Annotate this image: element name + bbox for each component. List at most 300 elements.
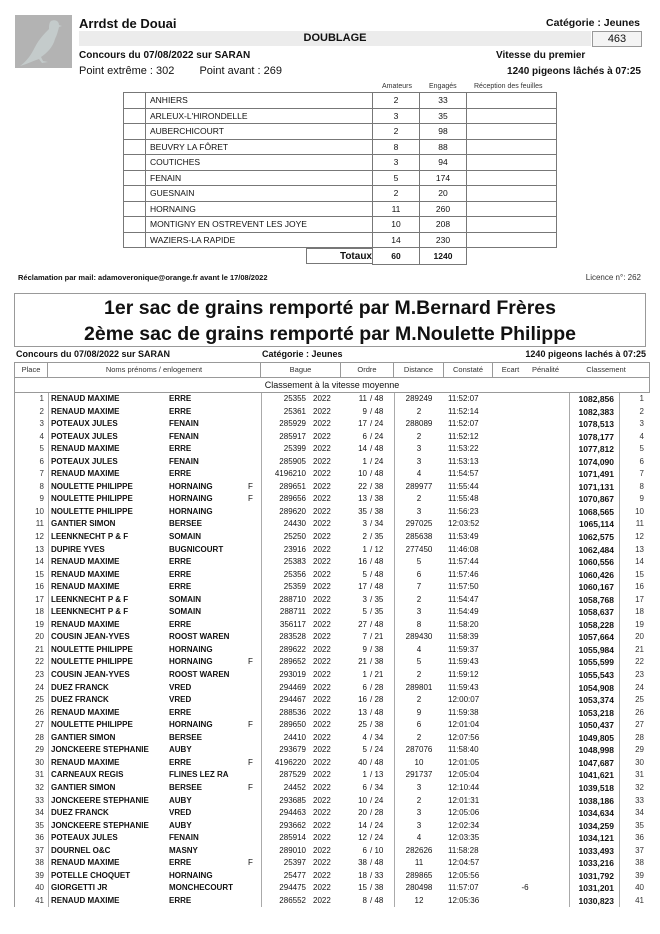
order: 10 [358, 469, 367, 479]
speed-ranking: 1041,621 [578, 770, 614, 781]
results-category: Catégorie : Jeunes [262, 349, 343, 359]
society-amateurs: 2 [373, 124, 420, 140]
ring-number: 25250 [283, 532, 306, 542]
distance: 2 [416, 494, 422, 504]
order-total: / 48 [370, 582, 384, 592]
ring-number: 25477 [283, 870, 306, 880]
clocked-time: 11:58:28 [448, 845, 479, 855]
result-row [15, 443, 650, 456]
ring-number: 24410 [283, 732, 306, 742]
clocked-time: 12:01:04 [448, 720, 480, 730]
concours-info: Concours du 07/08/2022 sur SARAN [79, 50, 251, 61]
order-total: / 48 [370, 619, 384, 629]
fancier-name: NOULETTE PHILIPPE [51, 481, 133, 491]
ring-number: 289010 [279, 845, 306, 855]
distance: 289977 [405, 481, 433, 491]
fancier-name: COUSIN JEAN-YVES [51, 632, 130, 642]
rank: 37 [635, 845, 644, 855]
order: 6 [362, 845, 367, 855]
ring-year: 2022 [313, 506, 331, 516]
loft-location: FENAIN [169, 419, 199, 429]
society-name: FENAIN [146, 170, 373, 186]
ring-year: 2022 [313, 895, 331, 905]
clocked-time: 11:59:12 [448, 670, 479, 680]
loft-location: FLINES LEZ RA [169, 770, 229, 780]
clocked-time: 11:57:50 [448, 582, 479, 592]
distance: 289865 [405, 870, 433, 880]
ring-year: 2022 [313, 820, 331, 830]
society-amateurs: 3 [373, 155, 420, 171]
ring-year: 2022 [313, 532, 331, 542]
place: 3 [39, 419, 44, 429]
rank: 32 [635, 782, 644, 792]
loft-location: HORNAING [169, 481, 213, 491]
speed-ranking: 1055,984 [578, 644, 614, 655]
order-total: / 33 [370, 870, 384, 880]
society-reception [467, 139, 557, 155]
society-amateurs: 5 [373, 170, 420, 186]
loft-location: HORNAING [169, 720, 213, 730]
fancier-name: NOULETTE PHILIPPE [51, 657, 133, 667]
ring-year: 2022 [313, 707, 331, 717]
distance: 282626 [405, 845, 433, 855]
result-row [15, 719, 650, 732]
loft-location: HORNAING [169, 870, 213, 880]
distance: 3 [416, 456, 422, 466]
society-reception [467, 170, 557, 186]
loft-location: ERRE [169, 406, 192, 416]
order: 5 [362, 745, 367, 755]
result-row [15, 456, 650, 469]
ring-number: 356117 [279, 619, 306, 629]
clocked-time: 12:05:56 [448, 870, 480, 880]
society-row [124, 93, 557, 109]
clocked-time: 11:56:23 [448, 506, 479, 516]
rank: 25 [635, 695, 644, 705]
result-row [15, 757, 650, 770]
society-row [124, 186, 557, 202]
society-reception [467, 217, 557, 233]
result-row [15, 418, 650, 431]
ring-year: 2022 [313, 720, 331, 730]
result-row [15, 656, 650, 669]
female-flag: F [248, 494, 253, 504]
place: 2 [39, 406, 44, 416]
speed-ranking: 1065,114 [579, 519, 614, 530]
fancier-name: COUSIN JEAN-YVES [51, 670, 130, 680]
order-total: / 24 [370, 419, 384, 429]
order: 9 [362, 644, 367, 654]
loft-location: HORNAING [169, 506, 213, 516]
distance: 11 [414, 858, 424, 868]
loft-location: HORNAING [169, 657, 213, 667]
loft-location: ERRE [169, 444, 192, 454]
order: 14 [358, 820, 367, 830]
result-row [15, 669, 650, 682]
speed-ranking: 1033,493 [578, 845, 614, 856]
order: 9 [362, 406, 367, 416]
place: 16 [35, 582, 44, 592]
ring-number: 293685 [279, 795, 306, 805]
order: 6 [362, 782, 367, 792]
rank: 6 [639, 456, 644, 466]
loft-location: ERRE [169, 757, 192, 767]
clocked-time: 11:52:07 [448, 394, 479, 403]
fancier-name: LEENKNECHT P & F [51, 532, 129, 542]
fancier-name: RENAUD MAXIME [51, 858, 120, 868]
col-distance: Distance [394, 363, 444, 377]
rank: 12 [635, 532, 644, 542]
order: 4 [362, 732, 367, 742]
fancier-name: CARNEAUX REGIS [51, 770, 124, 780]
ring-number: 25383 [283, 557, 306, 567]
ring-number: 283528 [279, 632, 306, 642]
order-total: / 28 [370, 808, 384, 818]
ring-number: 289651 [279, 481, 306, 491]
rank: 11 [635, 519, 644, 529]
order-total: / 24 [370, 820, 384, 830]
society-name: COUTICHES [146, 155, 373, 171]
result-row [15, 406, 650, 419]
fancier-name: DUEZ FRANCK [51, 682, 109, 692]
distance: 3 [416, 444, 422, 454]
loft-location: MONCHECOURT [169, 883, 233, 893]
ring-number: 289650 [279, 720, 306, 730]
distance: 2 [416, 732, 422, 742]
fancier-name: RENAUD MAXIME [51, 582, 120, 592]
place: 10 [35, 506, 44, 516]
clocked-time: 11:59:43 [448, 657, 479, 667]
col-constate: Constaté [444, 363, 493, 377]
result-row [15, 544, 650, 557]
society-engages: 98 [420, 124, 467, 140]
place: 4 [39, 431, 44, 441]
ring-number: 24430 [283, 519, 306, 529]
col-ecart: Ecart [501, 365, 520, 374]
order: 16 [358, 695, 367, 705]
order: 8 [362, 895, 367, 905]
clocked-time: 11:53:13 [448, 456, 479, 466]
totals-amateurs: 60 [373, 248, 420, 265]
society-engages: 20 [420, 186, 467, 202]
place: 28 [35, 732, 44, 742]
totals-row [124, 248, 557, 265]
order-total: / 24 [370, 456, 384, 466]
row-marker [124, 139, 146, 155]
order: 35 [358, 506, 367, 516]
place: 13 [35, 544, 44, 554]
result-row [15, 644, 650, 657]
loft-location: MASNY [169, 845, 198, 855]
rank: 36 [635, 833, 644, 843]
distance: 2 [416, 431, 422, 441]
fancier-name: RENAUD MAXIME [51, 469, 120, 479]
clocked-time: 12:02:34 [448, 820, 480, 830]
speed-ranking: 1058,228 [578, 619, 614, 630]
society-amateurs: 11 [373, 201, 420, 217]
order: 2 [362, 532, 367, 542]
rank: 10 [635, 506, 644, 516]
place: 34 [35, 808, 44, 818]
result-row [15, 845, 650, 858]
ring-number: 4196220 [274, 757, 306, 767]
society-row [124, 170, 557, 186]
fancier-name: NOULETTE PHILIPPE [51, 720, 133, 730]
ring-year: 2022 [313, 582, 331, 592]
result-row [15, 895, 650, 908]
result-row [15, 606, 650, 619]
society-name: AUBERCHICOURT [146, 124, 373, 140]
female-flag: F [248, 481, 253, 491]
speed-ranking: 1071,491 [578, 469, 614, 480]
speed-ranking: 1071,131 [578, 481, 614, 492]
order-total: / 24 [370, 431, 384, 441]
speed-ranking: 1062,484 [578, 544, 614, 555]
col-penalite: Pénalité [531, 365, 560, 374]
loft-location: ERRE [169, 582, 192, 592]
clocked-time: 12:00:07 [448, 695, 480, 705]
place: 1 [39, 394, 44, 403]
order: 25 [358, 720, 367, 730]
ring-number: 25355 [283, 394, 306, 403]
row-marker [124, 217, 146, 233]
clocked-time: 11:54:49 [448, 607, 479, 617]
order: 13 [358, 494, 367, 504]
ring-year: 2022 [313, 858, 331, 868]
order-total: / 34 [370, 519, 384, 529]
result-row [15, 795, 650, 808]
loft-location: FENAIN [169, 833, 199, 843]
competition-number: 463 [592, 31, 642, 47]
society-engages: 35 [420, 108, 467, 124]
row-marker [124, 170, 146, 186]
loft-location: VRED [169, 808, 192, 818]
fancier-name: LEENKNECHT P & F [51, 607, 129, 617]
order: 1 [362, 670, 367, 680]
result-row [15, 531, 650, 544]
distance: 3 [416, 808, 422, 818]
order-total: / 13 [370, 770, 384, 780]
rank: 30 [635, 757, 644, 767]
fancier-name: RENAUD MAXIME [51, 707, 120, 717]
place: 38 [35, 858, 44, 868]
result-row [15, 769, 650, 782]
ring-number: 285914 [279, 833, 306, 843]
pigeon-logo [15, 15, 72, 68]
order: 6 [362, 431, 367, 441]
order-total: / 38 [370, 644, 384, 654]
clocked-time: 11:55:44 [448, 481, 479, 491]
rank: 38 [635, 858, 644, 868]
order: 12 [358, 833, 367, 843]
order-total: / 24 [370, 833, 384, 843]
speed-ranking: 1082,383 [578, 406, 614, 417]
place: 20 [35, 632, 44, 642]
rank: 8 [639, 481, 644, 491]
place: 15 [35, 569, 44, 579]
speed-ranking: 1034,259 [578, 820, 614, 831]
order-total: / 38 [370, 506, 384, 516]
loft-location: ROOST WAREN [169, 632, 230, 642]
fancier-name: RENAUD MAXIME [51, 557, 120, 567]
order: 17 [358, 419, 367, 429]
society-reception [467, 201, 557, 217]
ring-year: 2022 [313, 619, 331, 629]
ring-year: 2022 [313, 670, 331, 680]
fancier-name: RENAUD MAXIME [51, 569, 120, 579]
row-marker [124, 93, 146, 109]
fancier-name: DUEZ FRANCK [51, 808, 109, 818]
society-engages: 94 [420, 155, 467, 171]
society-name: HORNAING [146, 201, 373, 217]
result-row [15, 882, 650, 895]
place: 26 [35, 707, 44, 717]
distance: 288089 [405, 419, 433, 429]
speed-ranking: 1034,121 [578, 833, 614, 844]
ring-year: 2022 [313, 883, 331, 893]
ring-year: 2022 [313, 870, 331, 880]
ring-year: 2022 [313, 607, 331, 617]
ring-year: 2022 [313, 419, 331, 429]
rank: 35 [635, 820, 644, 830]
female-flag: F [248, 782, 253, 792]
order-total: / 35 [370, 532, 384, 542]
clocked-time: 12:05:06 [448, 808, 480, 818]
loft-location: ERRE [169, 569, 192, 579]
clocked-time: 12:05:04 [448, 770, 480, 780]
place: 41 [35, 895, 44, 905]
loft-location: ERRE [169, 619, 192, 629]
place: 7 [39, 469, 44, 479]
col-classement: Classement [586, 365, 626, 374]
order-total: / 21 [370, 670, 384, 680]
fancier-name: NOULETTE PHILIPPE [51, 494, 133, 504]
fancier-name: JONCKEERE STEPHANIE [51, 745, 149, 755]
loft-location: SOMAIN [169, 594, 201, 604]
place: 32 [35, 782, 44, 792]
order-total: / 38 [370, 481, 384, 491]
distance: 285638 [405, 532, 433, 542]
ring-year: 2022 [313, 431, 331, 441]
fancier-name: GANTIER SIMON [51, 732, 116, 742]
ring-year: 2022 [313, 757, 331, 767]
ring-number: 288710 [279, 594, 306, 604]
fancier-name: GIORGETTI JR [51, 883, 108, 893]
rank: 29 [635, 745, 644, 755]
results-rows [14, 393, 650, 907]
fancier-name: RENAUD MAXIME [51, 444, 120, 454]
distance: 2 [416, 406, 422, 416]
order-total: / 24 [370, 745, 384, 755]
result-row [15, 569, 650, 582]
loft-location: ERRE [169, 707, 192, 717]
result-row [15, 732, 650, 745]
female-flag: F [248, 657, 253, 667]
ring-year: 2022 [313, 406, 331, 416]
rank: 2 [639, 406, 644, 416]
results-release: 1240 pigeons lachés à 07:25 [525, 349, 646, 359]
order: 13 [358, 707, 367, 717]
rank: 22 [635, 657, 644, 667]
point-avant: Point avant : 269 [199, 65, 283, 77]
order-total: / 28 [370, 695, 384, 705]
clocked-time: 11:55:48 [448, 494, 479, 504]
clocked-time: 11:57:44 [448, 557, 479, 567]
order: 38 [358, 858, 367, 868]
ring-number: 288711 [279, 607, 306, 617]
ring-year: 2022 [313, 469, 331, 479]
distance: 2 [416, 670, 422, 680]
result-row [15, 556, 650, 569]
order: 15 [358, 883, 367, 893]
loft-location: AUBY [169, 745, 192, 755]
clocked-time: 12:03:35 [448, 833, 480, 843]
result-row [15, 832, 650, 845]
clocked-time: 11:59:38 [448, 707, 479, 717]
result-row [15, 857, 650, 870]
loft-location: ERRE [169, 895, 192, 905]
ring-number: 286552 [279, 895, 306, 905]
loft-location: ERRE [169, 394, 192, 403]
fancier-name: NOULETTE PHILIPPE [51, 506, 133, 516]
place: 21 [35, 644, 44, 654]
rank: 15 [635, 569, 644, 579]
place: 5 [39, 444, 44, 454]
ring-number: 289652 [279, 657, 306, 667]
distance: 3 [416, 506, 422, 516]
ring-number: 289620 [279, 506, 306, 516]
clocked-time: 11:54:57 [448, 469, 479, 479]
speed-ranking: 1060,556 [578, 557, 614, 568]
result-row [15, 594, 650, 607]
society-name: MONTIGNY EN OSTREVENT LES JOYE [146, 217, 373, 233]
ring-number: 25361 [283, 406, 306, 416]
loft-location: AUBY [169, 795, 192, 805]
speed-ranking: 1082,856 [578, 394, 614, 404]
order: 40 [358, 757, 367, 767]
order-total: / 21 [370, 632, 384, 642]
fancier-name: JONCKEERE STEPHANIE [51, 795, 149, 805]
results-header-row [14, 362, 650, 378]
distance: 8 [416, 619, 422, 629]
fancier-name: POTEAUX JULES [51, 431, 118, 441]
society-reception [467, 155, 557, 171]
rank: 1 [639, 394, 644, 403]
ring-number: 25399 [283, 444, 306, 454]
order: 22 [358, 481, 367, 491]
society-row [124, 108, 557, 124]
speed-ranking: 1048,998 [578, 745, 614, 756]
ring-number: 294467 [279, 695, 306, 705]
society-row [124, 201, 557, 217]
rank: 20 [635, 632, 644, 642]
ring-year: 2022 [313, 732, 331, 742]
place: 9 [39, 494, 44, 504]
ring-year: 2022 [313, 682, 331, 692]
speed-ranking: 1078,177 [578, 431, 614, 442]
distance: 5 [416, 657, 422, 667]
society-amateurs: 3 [373, 108, 420, 124]
distance: 5 [416, 557, 422, 567]
order: 21 [358, 657, 367, 667]
society-engages: 33 [420, 93, 467, 109]
loft-location: SOMAIN [169, 532, 201, 542]
distance: 7 [416, 582, 422, 592]
place: 14 [35, 557, 44, 567]
fancier-name: POTEAUX JULES [51, 456, 118, 466]
ring-number: 293019 [279, 670, 306, 680]
rank: 19 [635, 619, 644, 629]
